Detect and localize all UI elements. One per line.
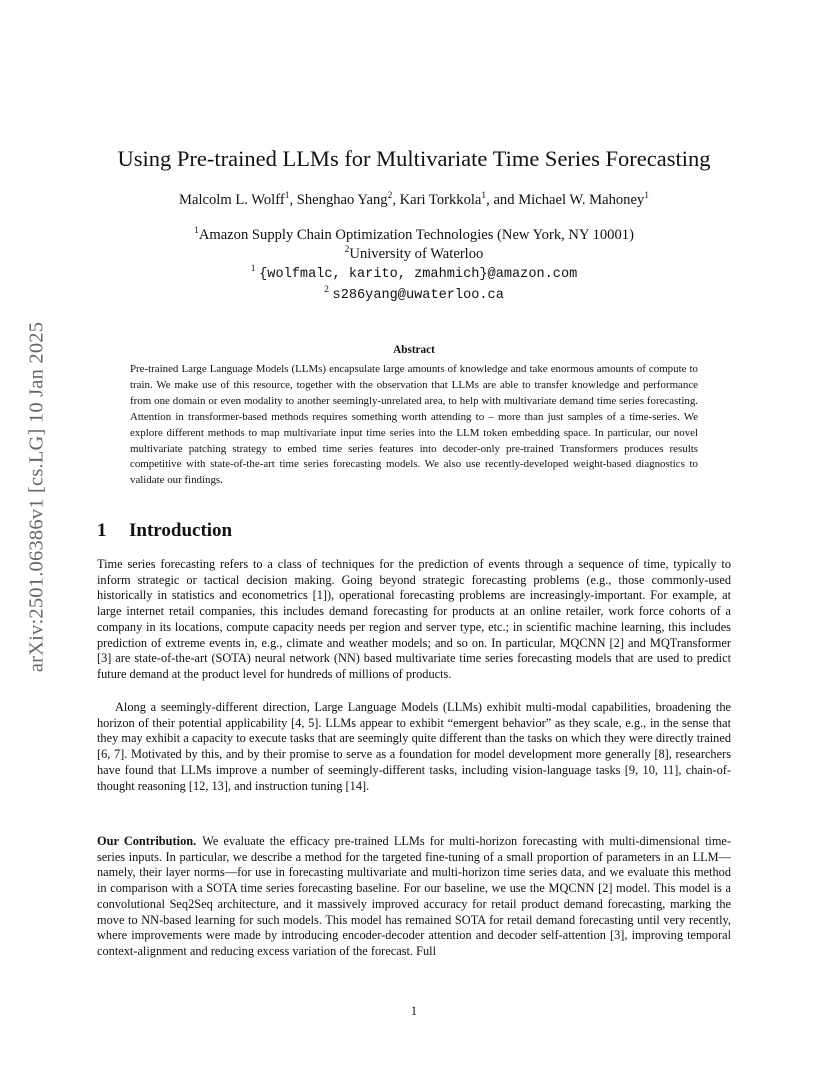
section-title-text: Introduction (129, 520, 233, 541)
email-line (80, 264, 748, 284)
affiliation-text: Amazon Supply Chain Optimization Technologies (New York, NY 10001) (198, 227, 634, 243)
affiliation-mark: 1 (194, 226, 199, 237)
author-affil-mark: 1 (481, 191, 487, 202)
author-affil-mark: 1 (644, 191, 649, 202)
author-separator: , and (486, 192, 519, 208)
affiliations (80, 226, 748, 305)
affiliation-line (80, 245, 748, 264)
author-name: Kari Torkkola (399, 192, 482, 208)
author-separator: , (289, 192, 297, 208)
intro-paragraph-1: Time series forecasting refers to a class of techniques for the prediction of events through a sequence of time, typically to inform strategic or tactical decision making. Going beyond strategic forecasting problems (e.g., those commonly-used historically in statistics and econometrics [1]), operational forecasting problems are increasingly-important. For example, at large internet retail companies, this includes demand forecasting for products at an online retailer, work force cohorts of a company in its locations, compute capacity needs per region and server type, etc.; in scientific machine learning, this includes prediction of extreme events in, e.g., climate and weather models; and so on. In particular, MQCNN [2] and MQTransformer [3] are state-of-the-art (SOTA) neural network (NN) based multivariate time series forecasting models that are used to predict future demand at the product level for hundreds of millions of products. (97, 557, 731, 681)
email-mark: 2 (324, 284, 329, 295)
author-affil-mark: 2 (387, 191, 393, 202)
email-line (80, 285, 748, 305)
email-address[interactable]: {wolfmalc, karito, zmahmich}@amazon.com (259, 267, 578, 283)
contribution-text: We evaluate the efficacy pre-trained LLMs for multi-horizon forecasting with multi-dimensional time-series inputs. In particular, we describe a method for the targeted fine-tuning of a small proportion of parameters in an LLM—namely, their layer norms—for use in forecasting multivariate and multi-horizon time series data, and we evaluate this method in comparison with a SOTA time series forecasting baseline. For our baseline, we use the MQCNN [2] model. This model is a convolutional Seq2Seq architecture, and it massively improved accuracy for retail product demand forecasting, marking the move to NN-based learning for such models. This model has remained SOTA for retail demand forecasting until very recently, where improvements were made by introducing encoder-decoder attention and decoder self-attention [3], improving temporal context-alignment and reducing excess variation of the forecast. Full (97, 834, 732, 958)
arxiv-identifier (22, 292, 52, 702)
email-mark: 1 (250, 264, 256, 275)
author-name: Michael W. Mahoney (518, 192, 645, 208)
section-heading (97, 520, 232, 542)
affiliation-text: University of Waterloo (349, 246, 484, 263)
author-name: Malcolm L. Wolff (179, 192, 285, 208)
affiliation-mark: 2 (344, 245, 350, 256)
author-name: Shenghao Yang (296, 192, 388, 208)
affiliation-line (80, 226, 748, 245)
arxiv-identifier-text: arXiv:2501.06386v1 [cs.LG] 10 Jan 2025 (25, 321, 48, 673)
author-separator: , (392, 192, 400, 208)
abstract-heading: Abstract (393, 344, 435, 356)
intro-paragraph-2: Along a seemingly-different direction, Large Language Models (LLMs) exhibit multi-modal capabilities, broadening the horizon of their potential applicability [4, 5]. LLMs appear to exhibit “emergent behavior” as they scale, e.g., in the sense that they may exhibit a capacity to execute tasks that are seemingly quite different than the tasks on which they were directly trained [6, 7]. Motivated by this, and by their promise to serve as a foundation for model development more generally [8], researchers have found that LLMs improve a number of seemingly-different tasks, including vision-language tasks [9, 10, 11], chain-of-thought reasoning [12, 13], and instruction tuning [14]. (97, 700, 731, 793)
section-number: 1 (97, 520, 107, 541)
author-affil-mark: 1 (284, 191, 290, 202)
email-address[interactable]: s286yang@uwaterloo.ca (332, 287, 504, 303)
contribution-paragraph (97, 834, 731, 960)
page-number: 1 (410, 1004, 418, 1018)
paper-title: Using Pre-trained LLMs for Multivariate Time Series Forecasting (117, 146, 711, 171)
contribution-heading: Our Contribution. (97, 834, 197, 848)
abstract-text: Pre-trained Large Language Models (LLMs) encapsulate large amounts of knowledge and take enormous amounts of compute to train. We make use of this resource, together with the observation that LLMs are able to transfer knowledge and performance from one domain or even modality to another seemingly-unrelated area, to help with multivariate demand time series forecasting. Attention in transformer-based methods requires something worth attending to – more than just samples of a time-series. We explore different methods to map multivariate input time series into the LLM token embedding space. In particular, our novel multivariate patching strategy to embed time series features into decoder-only pre-trained Transformers produces results competitive with state-of-the-art time series forecasting models. We also use recently-developed weight-based diagnostics to validate our findings. (130, 363, 698, 487)
author-list (80, 192, 748, 209)
